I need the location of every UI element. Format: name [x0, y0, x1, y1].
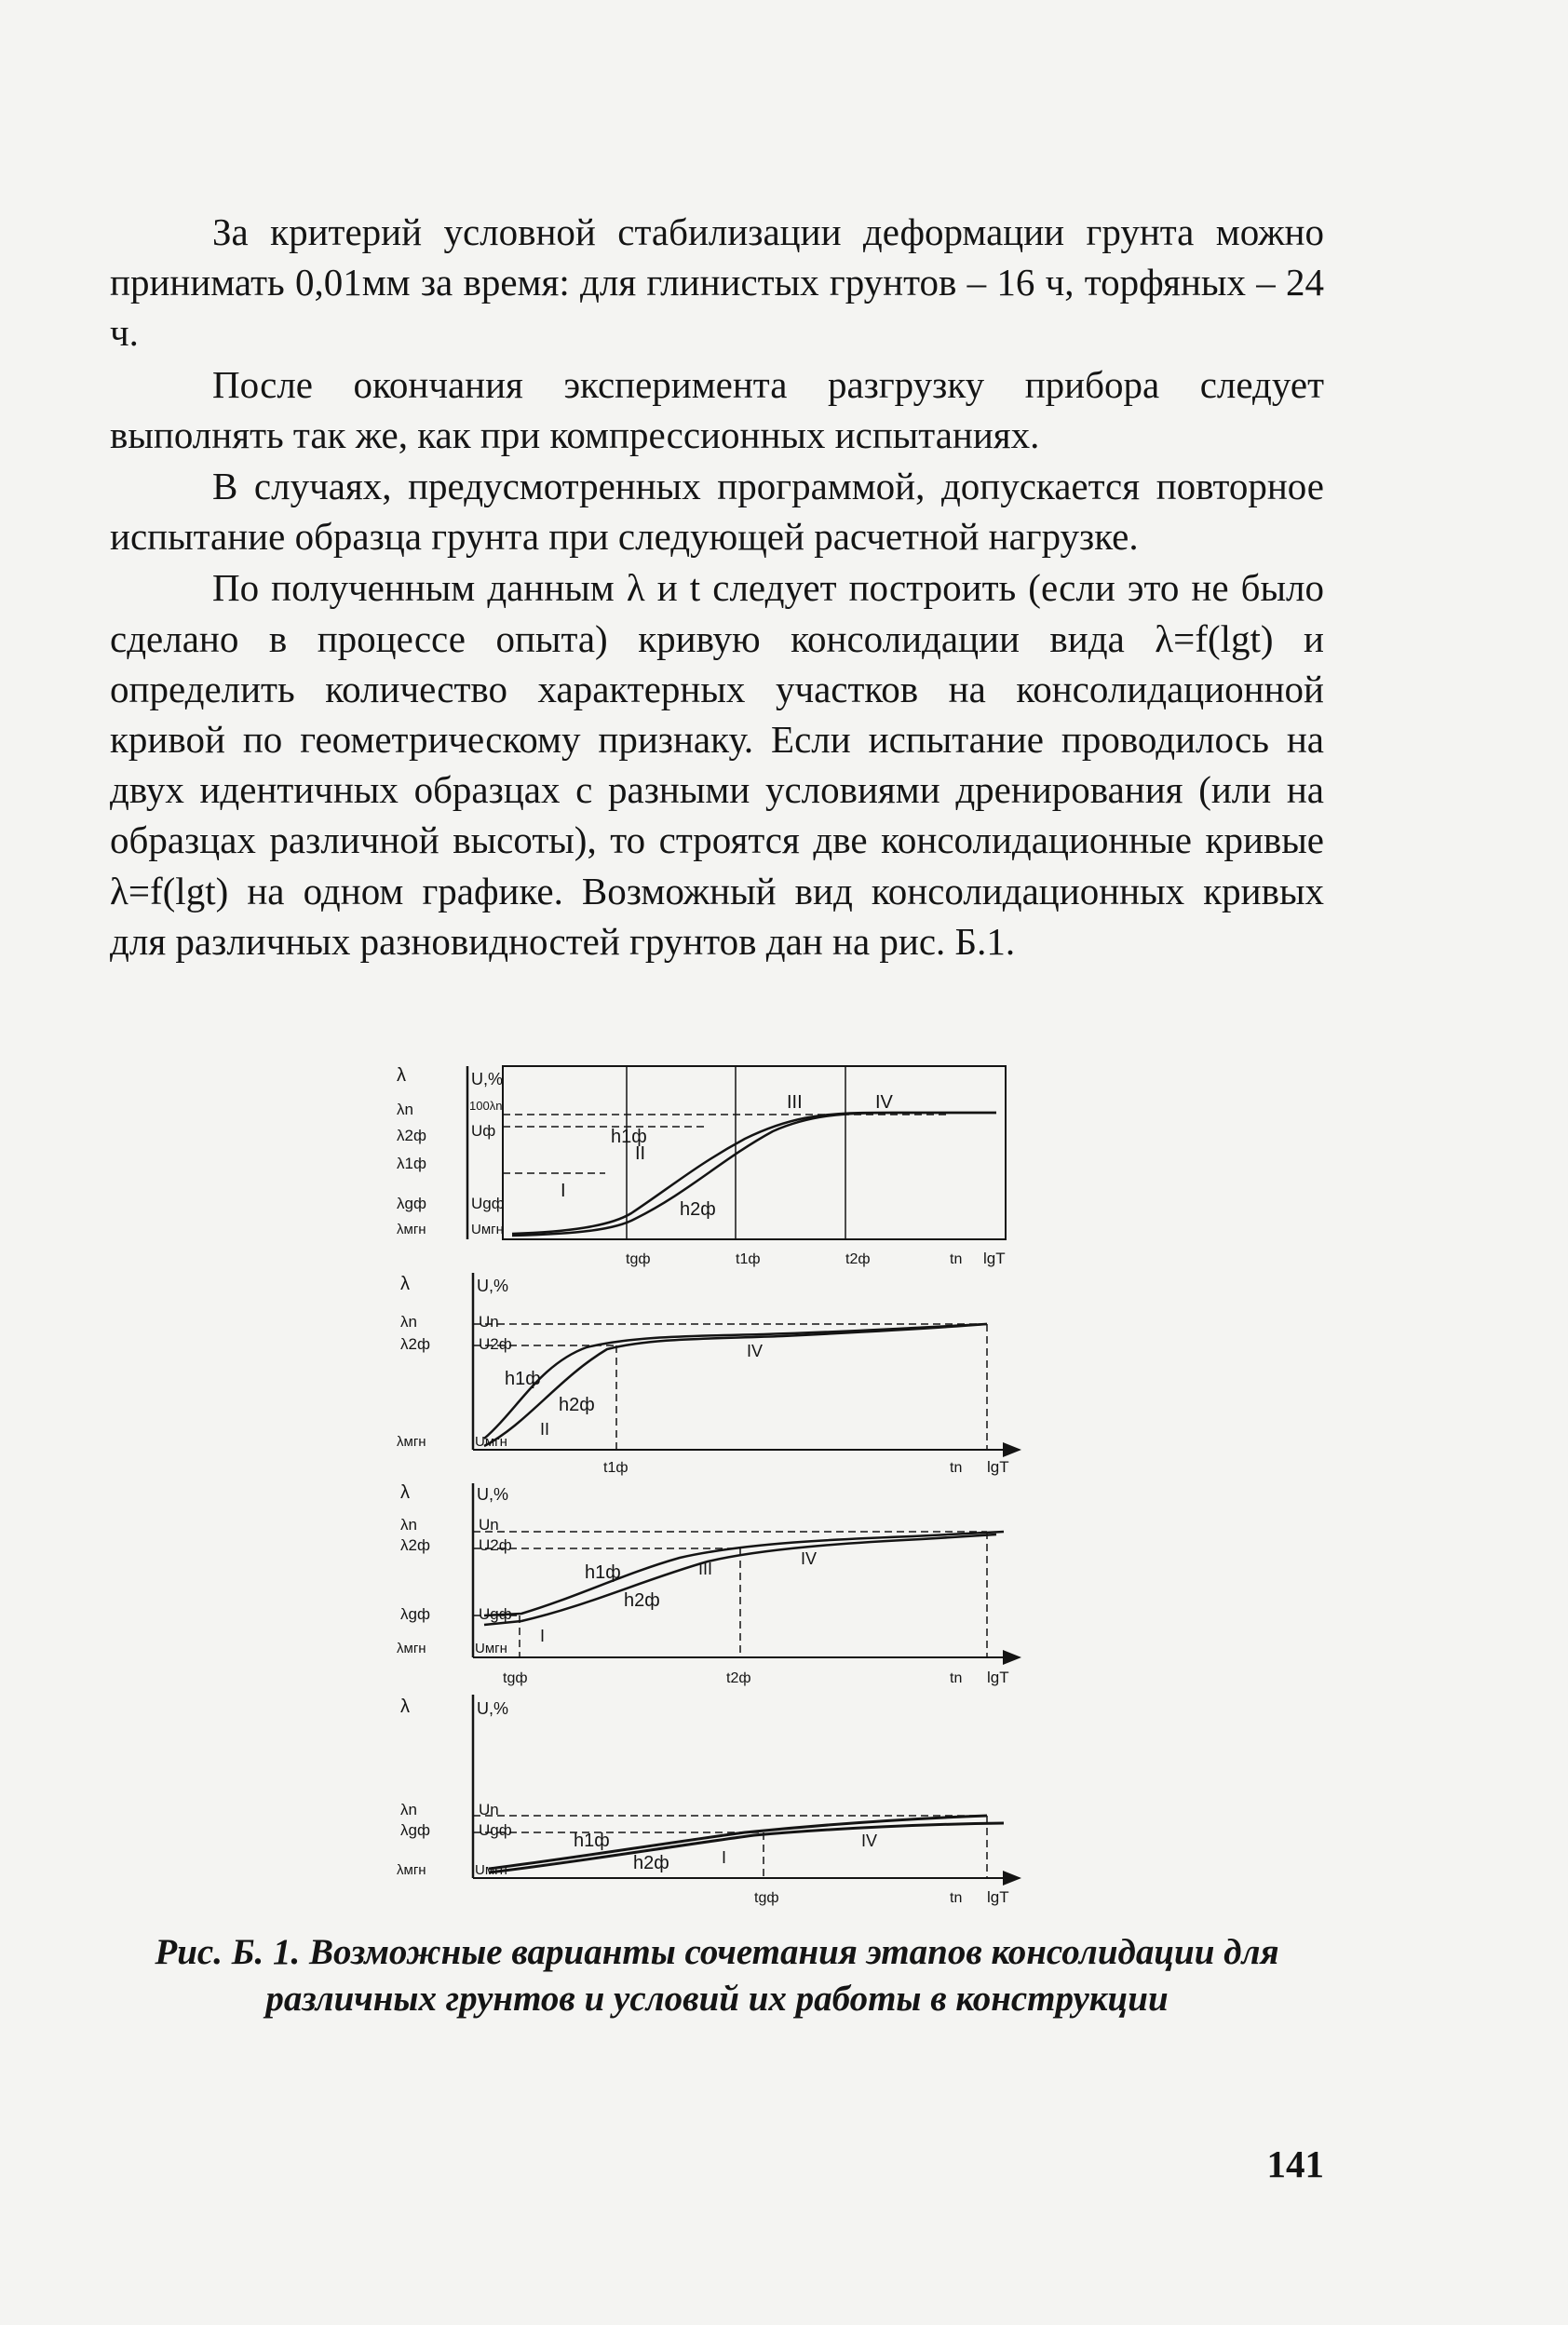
- panel-1: [397, 1065, 1006, 1267]
- panel-2-label: λ2ф: [400, 1335, 430, 1353]
- panel-1-zone-label: I: [561, 1181, 566, 1201]
- panel-3-axis-label: U,%: [477, 1485, 509, 1504]
- panel-2-curve-label: h1ф: [505, 1369, 541, 1389]
- panel-2-label: λ: [400, 1274, 410, 1294]
- panel-1-label: λ1ф: [397, 1155, 426, 1172]
- panel-4-curve-h2: [489, 1823, 1004, 1872]
- panel-3-curve-label: h2ф: [624, 1590, 660, 1611]
- panel-4-curve-label: h1ф: [574, 1831, 610, 1851]
- body-text: [110, 207, 1324, 966]
- panel-4-curve-h1: [489, 1816, 987, 1869]
- panel-3-label: λ: [400, 1482, 410, 1503]
- panel-2-x-tick: t1ф: [603, 1460, 629, 1476]
- panel-1-x-tick: t1ф: [736, 1251, 761, 1267]
- panel-1-axis-label: 100λn: [469, 1099, 503, 1113]
- panel-2-axis-label: Uмгн: [475, 1434, 507, 1450]
- panel-3-label: λn: [400, 1516, 417, 1534]
- consolidation-figure: [391, 1057, 1043, 1913]
- panel-3-label: λgф: [400, 1605, 430, 1623]
- panel-2-label: λn: [400, 1313, 417, 1331]
- panel-4-axis-label: U,%: [477, 1699, 509, 1718]
- panel-3-x-tick: tn: [950, 1670, 963, 1686]
- panel-3-x-axis-label: lgT: [987, 1669, 1009, 1686]
- panel-1-curve-h1: [512, 1113, 996, 1234]
- panel-3-zone-label: I: [540, 1627, 546, 1645]
- panel-1-label: λ2ф: [397, 1127, 426, 1144]
- panel-2-axis-label: U2ф: [479, 1335, 512, 1353]
- panel-1-axis-label: Ugф: [471, 1195, 505, 1212]
- panel-2-axis-label: U,%: [477, 1277, 509, 1295]
- panel-3-axis-label: Uмгн: [475, 1641, 507, 1656]
- panel-3-x-tick: t2ф: [726, 1670, 751, 1686]
- panel-4-label: λ: [400, 1696, 410, 1717]
- figure-svg: [391, 1057, 1043, 1913]
- panel-4-label: λn: [400, 1801, 417, 1818]
- panel-1-label: λ: [397, 1065, 406, 1086]
- panel-1-label: λмгн: [397, 1222, 426, 1237]
- panel-1-curve-label: h2ф: [680, 1199, 716, 1220]
- panel-3-curve-label: h1ф: [585, 1562, 621, 1583]
- panel-2-curve-h1: [484, 1324, 987, 1439]
- panel-4-x-tick: tn: [950, 1890, 963, 1906]
- panel-1-axis-label: Uф: [471, 1122, 496, 1140]
- panel-3-curve-h1: [484, 1532, 1004, 1615]
- panel-3-zone-label: IV: [801, 1549, 818, 1568]
- panel-1-x-tick: t2ф: [845, 1251, 871, 1267]
- panel-3-x-tick: tgф: [503, 1670, 528, 1686]
- panel-3-zone-label: III: [698, 1560, 713, 1578]
- panel-1-x-tick: tn: [950, 1251, 963, 1267]
- panel-4-zone-label: IV: [861, 1832, 878, 1850]
- panel-1-x-tick: tgф: [626, 1251, 651, 1267]
- panel-1-label: λgф: [397, 1195, 426, 1212]
- panel-4-x-tick: tgф: [754, 1890, 779, 1906]
- panel-4: [397, 1695, 1020, 1906]
- panel-2-x-tick: tn: [950, 1460, 963, 1476]
- panel-3-axis-label: Ugф: [479, 1605, 512, 1623]
- figure-caption: Рис. Б. 1. Возможные варианты сочетания этапов консолидации для различных грунтов и условий их работы в конструкции: [155, 1932, 1279, 2019]
- paragraph: По полученным данным λ и t следует построить (если это не было сделано в процессе опыта) кривую консолидации вида λ=f(lgt) и определить количество характерных участков на консолидационной кривой по геометрическому признаку. Если испытание проводилось на двух идентичных образцах с разными условиями дренирования (или на образцах различной высоты), то строятся две консолидационные кривые λ=f(lgt) на одном графике. Возможный вид консолидационных кривых для различных разновидностей грунтов дан на рис. Б.1.: [110, 566, 1324, 963]
- panel-2-zone-label: IV: [747, 1342, 764, 1360]
- panel-2-curve-label: h2ф: [559, 1395, 595, 1415]
- paragraph: В случаях, предусмотренных программой, допускается повторное испытание образца грунта при следующей расчетной нагрузке.: [110, 465, 1324, 559]
- panel-4-x-axis-label: lgT: [987, 1888, 1009, 1906]
- panel-1-curve-h2: [512, 1113, 996, 1236]
- panel-4-curve-label: h2ф: [633, 1853, 669, 1873]
- panel-1-x-axis-label: lgT: [983, 1250, 1006, 1267]
- panel-2-label: λмгн: [397, 1434, 426, 1450]
- panel-4-axis-label: Un: [479, 1801, 499, 1818]
- paragraph: После окончания эксперимента разгрузку прибора следует выполнять так же, как при компрессионных испытаниях.: [110, 362, 1324, 456]
- panel-4-label: λgф: [400, 1821, 430, 1839]
- panel-4-zone-label: I: [722, 1848, 727, 1867]
- panel-2: [397, 1273, 1020, 1476]
- panel-2-curve-h2: [484, 1324, 987, 1446]
- panel-1-curve-label: h1ф: [611, 1127, 647, 1147]
- paragraph: За критерий условной стабилизации деформации грунта можно принимать 0,01мм за время: для глинистых грунтов – 16 ч, торфяных – 24 ч.: [110, 210, 1324, 355]
- panel-4-label: λмгн: [397, 1862, 426, 1878]
- panel-1-frame: [503, 1066, 1006, 1239]
- panel-1-zone-label: III: [787, 1092, 803, 1113]
- panel-3-axis-label: Un: [479, 1516, 499, 1534]
- panel-3: [397, 1482, 1020, 1686]
- panel-1-axis-label: Uмгн: [471, 1222, 504, 1237]
- panel-3-label: λ2ф: [400, 1536, 430, 1554]
- panel-3-axis-label: U2ф: [479, 1536, 512, 1554]
- panel-1-label: λn: [397, 1101, 413, 1118]
- panel-4-axis-label: Uмгн: [475, 1862, 507, 1878]
- panel-2-axis-label: Un: [479, 1313, 499, 1331]
- panel-2-x-axis-label: lgT: [987, 1458, 1009, 1476]
- panel-2-zone-label: II: [540, 1420, 550, 1439]
- panel-1-zone-label: IV: [875, 1092, 893, 1113]
- panel-3-label: λмгн: [397, 1641, 426, 1656]
- panel-1-zone-label: II: [635, 1143, 646, 1164]
- panel-4-axis-label: Ugф: [479, 1821, 512, 1839]
- page-number: 141: [1266, 2143, 1324, 2185]
- panel-1-axis-label: U,%: [471, 1070, 504, 1088]
